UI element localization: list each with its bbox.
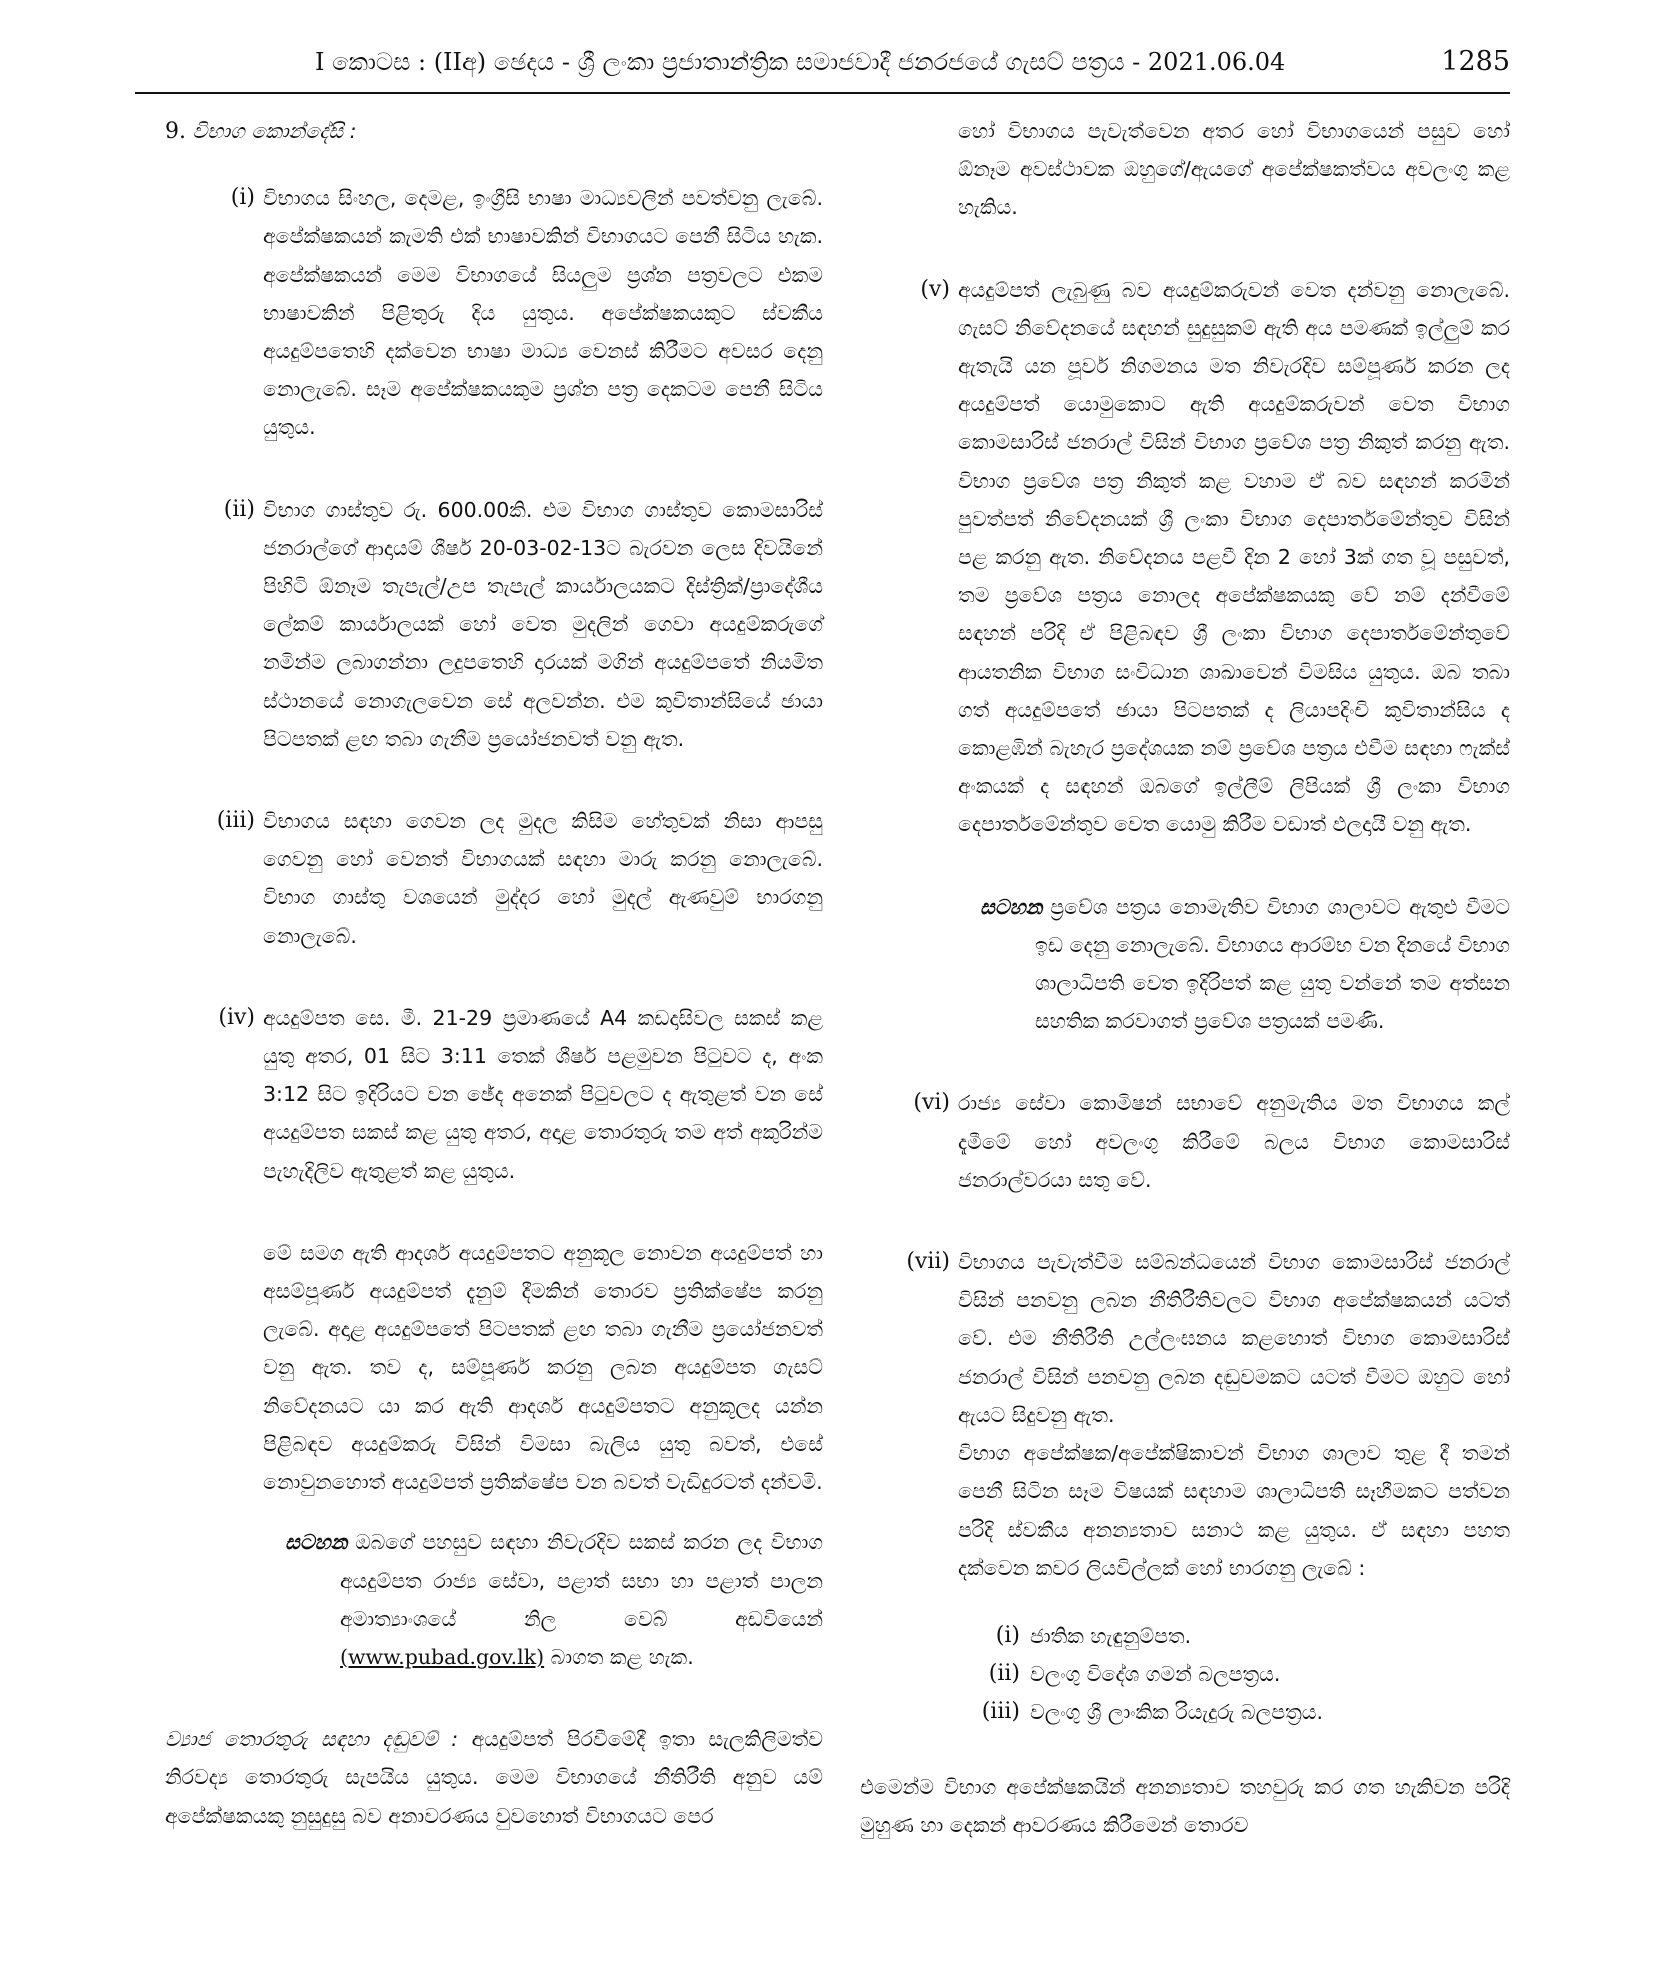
header-rule bbox=[135, 92, 1510, 94]
page-header bbox=[135, 40, 1510, 90]
gazette-title: I කොටස : (IIඅ) ඡෙදය - ශ්‍රී ලංකා ප්‍රජාතාන්ත්‍රික සමාජවාදී ජනරජයේ ගැසට් පත්‍රය - 2021.06.04 bbox=[315, 48, 1286, 76]
condition-item-ii bbox=[165, 491, 823, 758]
note-label: සටහන bbox=[980, 894, 1043, 919]
item-number: (iii) bbox=[216, 808, 255, 834]
condition-item-vii bbox=[860, 1243, 1510, 1434]
item-text: අයදුම්පත් ලැබුණු බව අයදුම්කරුවන් වෙත දන්වනු නොලැබේ. ගැසට් නිවේදනයේ සඳහන් සුදුසුකම් ඇති අය පමණක් ඉල්ලුම් කර ඇතැයි යන පූර්ව නිගමනය මත නිවැරදිව සම්පූර්ණ කරන ලද අයදුම්පත් යොමුකොට ඇති අයදුම්කරුවන් වෙත විභාග කොමසාරිස් ජනරාල් විසින් විභාග ප්‍රවේශ පත්‍ර නිකුත් කරනු ඇත. විභාග ප්‍රවේශ පත්‍ර නිකුත් කළ වහාම ඒ බව සඳහන් කරමින් පුවත්පත් නිවේදනයක් ශ්‍රී ලංකා විභාග දෙපාර්තමේන්තුව විසින් පළ කරනු ඇත. නිවේදනය පළවී දින 2 හෝ 3ක් ගත වූ පසුවත්, තම ප්‍රවේශ පත්‍රය නොලද අපේක්ෂකයකු වේ නම් දන්වීමේ සඳහන් පරිදි ඒ පිළිබඳව ශ්‍රී ලංකා විභාග දෙපාර්තමේන්තුවේ ආයතනික විභාග සංවිධාන ශාඛාවෙන් විමසිය යුතුය. ඔබ තබා ගත් අයදුම්පතේ ඡායා පිටපතක් ද ලියාපදිංචි කුවිතාන්සිය ද කොළඹින් බැහැර ප්‍රදේශයක නම් ප්‍රවේශ පත්‍රය එවීම සඳහා ෆැක්ස් අංකයක් ද සඳහන් ඔබගේ ඉල්ලීම් ලිපියක් ශ්‍රී ලංකා විභාග දෙපාර්තමේන්තුව වෙත යොමු කිරීම වඩාත් ඵලදායී වනු ඇත. bbox=[958, 277, 1510, 837]
closing-paragraph: එමෙන්ම විභාග අපේක්ෂකයින් අනන්‍යතාව තහවුරු කර ගත හැකිවන පරිදි මුහුණ හා දෙකන් ආවරණය කිරීමෙන් තොරව bbox=[860, 1774, 1510, 1837]
note-label: සටහන bbox=[285, 1530, 348, 1555]
pubad-link[interactable]: (www.pubad.gov.lk) bbox=[340, 1644, 545, 1669]
section-title: විභාග කොන්දේසි : bbox=[192, 119, 357, 143]
left-column bbox=[165, 112, 823, 1835]
condition-item-i bbox=[165, 179, 823, 446]
condition-item-iii bbox=[165, 802, 823, 955]
id-doc-text: වලංගු විදේශ ගමන් බලපත්‍රය. bbox=[1030, 1662, 1281, 1687]
id-doc-number: (i) bbox=[995, 1622, 1020, 1648]
note-text: : ප්‍රවේශ පත්‍රය නොමැතිව විභාග ශාලාවට ඇතුළු වීමට ඉඩ දෙනු නොලැබේ. විභාගය ආරම්භ වන දිනයේ විභාග ශාලාධිපති වෙත ඉදිරිපත් කළ යුතු වන්නේ තම අත්සන සහතික කරවාගත් ප්‍රවේශ පත්‍රයක් පමණි. bbox=[1035, 894, 1510, 1034]
note-admission-card bbox=[860, 888, 1510, 1041]
item-number: (vii) bbox=[906, 1249, 950, 1275]
id-doc-item bbox=[860, 1655, 1510, 1693]
item-text: විභාගය සිංහල, දෙමළ, ඉංග්‍රීසි භාෂා මාධ්‍යවලින් පවත්වනු ලැබේ. අපේක්ෂකයන් කැමති එක් භාෂාවකින් විභාගයට පෙනී සිටිය හැක. අපේක්ෂකයන් මෙම විභාගයේ සියලුම ප්‍රශ්න පත්‍රවලට එකම භාෂාවකින් පිළිතුරු දිය යුතුය. අපේක්ෂකයකුට ස්වකීය අයදුම්පතෙහි දක්වෙන භාෂා මාධ්‍ය වෙනස් කිරීමට අවසර දෙනු නොලැබේ. සෑම අපේක්ෂකයකුම ප්‍රශ්න පත්‍ර දෙකටම පෙනී සිටිය යුතුය. bbox=[263, 186, 823, 440]
condition-item-vi bbox=[860, 1084, 1510, 1199]
item-number: (ii) bbox=[223, 496, 255, 522]
note-text bbox=[340, 1523, 823, 1676]
right-column bbox=[860, 112, 1510, 1844]
item-text: අයදුම්පත සෙ. මී. 21-29 ප්‍රමාණයේ A4 කඩදාසිවල සකස් කළ යුතු අතර, 01 සිට 3:11 තෙක් ශීර්ෂ පළමුවන පිටුවට ද, අංක 3:12 සිට ඉදිරියට වන ඡේද අනෙක් පිටුවලට ද ඇතුළත් වන සේ අයදුම්පත සකස් කළ යුතු අතර, අදාළ තොරතුරු තම අත් අකුරින්ම පැහැදිලිව ඇතුළත් කළ යුතුය. bbox=[263, 1005, 823, 1183]
false-info-text: අයදුම්පත් පිරවීමේදී ඉතා සැලකිලිමත්ව නිරවද්‍ය තොරතුරු සැපයිය යුතුය. මෙම විභාගයේ නීතිරීති අනුව යම් අපේක්ෂකයකු නුසුදුසු බව අනාවරණය වුවහොත් විභාගයට පෙර bbox=[165, 1727, 823, 1828]
item-text: විභාගය සඳහා ගෙවන ලද මුදල කිසිම හේතුවක් නිසා ආපසු ගෙවනු හෝ වෙනත් විභාගයක් සඳහා මාරු කරනු නොලැබේ. විභාග ගාස්තු වශයෙන් මුද්දර හෝ මුදල් ඇණවුම් භාරගනු නොලැබේ. bbox=[263, 809, 823, 948]
note-download bbox=[165, 1523, 823, 1676]
item-text: විභාගය පැවැත්වීම සම්බන්ධයෙන් විභාග කොමසාරිස් ජනරාල් විසින් පනවනු ලබන නීතිරීතිවලට විභාග අපේක්ෂකයන් යටත් වේ. එම නීතිරීති උල්ලංඝනය කළහොත් විභාග කොමසාරිස් ජනරාල් විසින් පනවනු ලබන දඬුවමකට යටත් වීමට ඔහුට හෝ ඇයට සිදුවනු ඇත. bbox=[958, 1250, 1510, 1427]
identity-paragraph: විභාග අපේක්ෂක/අපේක්ෂිකාවන් විභාග ශාලාව තුළ දී තමන් පෙනී සිටින සෑම විෂයක් සඳහාම ශාලාධිපති සෑහීමකට පත්වන පරිදි ස්වකීය අනන්‍යතාව සනාථ කළ යුතුය. ඒ සඳහා පහත දක්වෙන කවර ලියවිල්ලක් හෝ භාරගනු ලැබේ : bbox=[958, 1441, 1510, 1580]
item-number: (v) bbox=[920, 276, 950, 302]
note-body: : ඔබගේ පහසුව සඳහා නිවැරදිව සකස් කරන ලද විභාග අයදුම්පත රාජ්‍ය සේවා, පළාත් සභා හා පළාත් පාලන අමාත්‍යාංශයේ නිල වෙබ් අඩවියෙන් bbox=[340, 1530, 823, 1631]
continued-paragraph: හෝ විභාගය පැවැත්වෙන අතර හෝ විභාගයෙන් පසුව හෝ ඕනෑම අවස්ථාවක ඔහුගේ/ඇයගේ අපේක්ෂකත්වය අවලංගු කළ හැකිය. bbox=[958, 119, 1510, 220]
id-doc-text: ජාතික හැඳුනුම්පත. bbox=[1030, 1623, 1192, 1648]
section-heading bbox=[165, 112, 823, 151]
id-doc-item bbox=[860, 1693, 1510, 1731]
page-number: 1285 bbox=[1441, 46, 1510, 77]
section-number: 9. bbox=[165, 119, 186, 144]
note-tail: බාගත කළ හැක. bbox=[550, 1644, 694, 1669]
item-text: රාජ්‍ය සේවා කොමිෂන් සභාවේ අනුමැතිය මත විභාගය කල් දැමීමේ හෝ අවලංගු කිරීමේ බලය විභාග කොමසාරිස් ජනරාල්වරයා සතු වේ. bbox=[958, 1091, 1510, 1192]
condition-item-v bbox=[860, 271, 1510, 844]
condition-item-iv bbox=[165, 999, 823, 1190]
item-number: (vi) bbox=[913, 1090, 950, 1116]
id-doc-item bbox=[860, 1617, 1510, 1655]
false-info-label: ව්‍යාජ තොරතුරු සඳහා දඬුවම් : bbox=[165, 1727, 459, 1752]
id-doc-text: වලංගු ශ්‍රී ලාංකික රියැදුරු බලපත්‍රය. bbox=[1030, 1700, 1324, 1725]
item-text: විභාග ගාස්තුව රු. 600.00කි. එම විභාග ගාස්තුව කොමසාරිස් ජනරාල්ගේ ආදායම් ශීර්ෂ 20-03-02-13ට බැරවන ලෙස දිවයිනේ පිහිටි ඕනෑම තැපැල්/උප තැපැල් කාර්යාලයකට දිස්ත්‍රික්/ප්‍රාදේශීය ලේකම් කාර්යාලයක් හෝ වෙත මුදලින් ගෙවා අයදුම්කරුගේ නමින්ම ලබාගන්නා ලදුපතෙහි දාරයක් මගින් අයදුම්පතේ නියමිත ස්ථානයේ නොගැලවෙන සේ අලවන්න. එම කුවිතාන්සියේ ඡායා පිටපතක් ළඟ තබා ගැනීම ප්‍රයෝජනවත් වනු ඇත. bbox=[263, 497, 823, 751]
item-number: (iv) bbox=[218, 1004, 255, 1030]
item-number: (i) bbox=[230, 185, 255, 211]
false-info-paragraph bbox=[165, 1720, 823, 1835]
id-doc-number: (ii) bbox=[988, 1661, 1020, 1687]
id-doc-number: (iii) bbox=[981, 1699, 1020, 1725]
model-application-paragraph: මේ සමග ඇති ආදර්ශ අයදුම්පතට අනුකූල නොවන අයදුම්පත් හා අසම්පූර්ණ අයදුම්පත් දැනුම් දීමකින් තොරව ප්‍රතික්ෂේප කරනු ලැබේ. අදාළ අයදුම්පතේ පිටපතක් ළඟ තබා ගැනීම ප්‍රයෝජනවත් වනු ඇත. තව ද, සම්පූර්ණ කරනු ලබන අයදුම්පත ගැසට් නිවේදනයට යා කර ඇති ආදර්ශ අයදුම්පතට අනුකූලද යන්න පිළිබඳව අයදුම්කරු විසින් විමසා බැලිය යුතු බවත්, එසේ නොවුනහොත් අයදුම්පත් ප්‍රතික්ෂේප වන බවත් වැඩිදුරටත් දන්වමි. bbox=[263, 1240, 823, 1495]
